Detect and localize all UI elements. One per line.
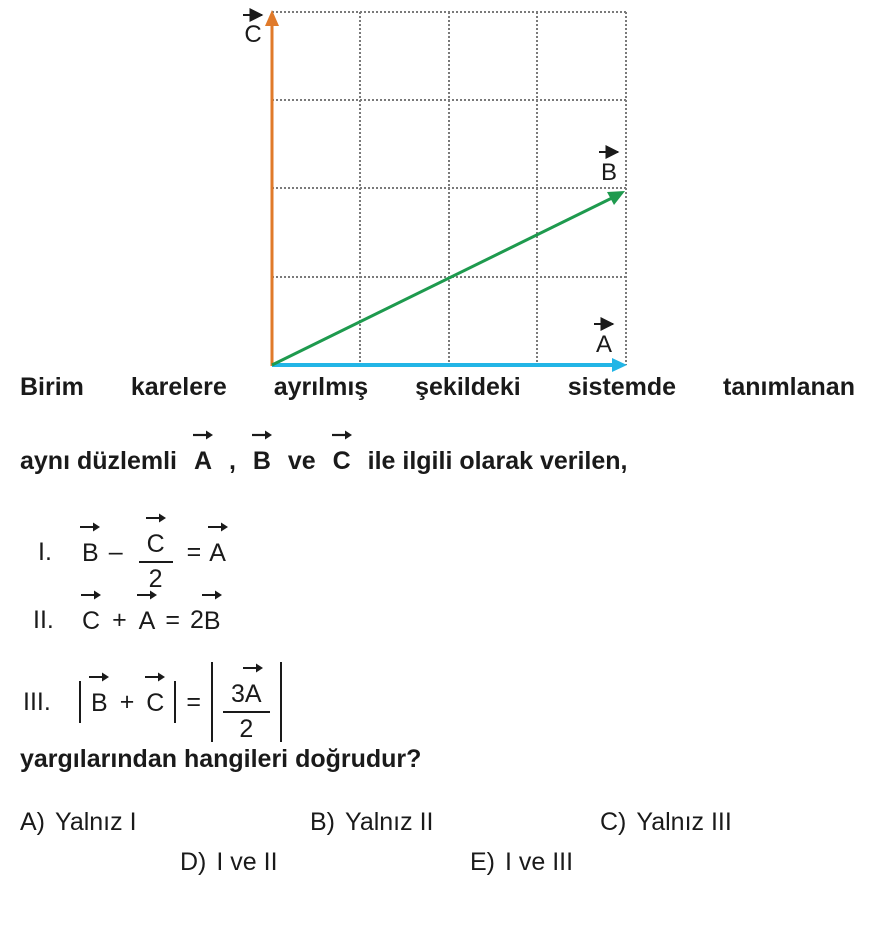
option-c[interactable] [600,808,732,837]
label-a [594,324,613,358]
statement-ii-number: II. [33,606,54,634]
option-e-text: I ve III [505,848,574,876]
vector-arrow-icon [192,429,214,441]
statement-ii-coefficient: 2 [189,606,204,634]
fraction-denominator: 2 [239,715,254,743]
statement-ii-vec-a: A [139,605,156,636]
option-e[interactable] [470,848,573,877]
statement-ii-equals: = [165,606,180,634]
statement-iii-number: III. [23,687,51,716]
label-c-text: C [244,21,262,48]
vector-arrow-icon [88,671,110,683]
option-d[interactable] [180,848,278,877]
fraction-denominator: 2 [148,565,163,593]
statement-i [38,510,226,594]
statement-i-equals: = [186,537,202,566]
question-word: karelere [130,373,227,401]
question-word: tanımlanan [723,373,855,401]
vector-arrow-icon [144,671,166,683]
vector-diagram [0,0,889,372]
vector-arrow-icon [79,521,101,533]
grid [272,12,626,365]
statement-iii-coefficient: 3 [230,680,245,708]
question-line2-prefix: aynı düzlemli [20,447,177,475]
fraction-numerator [223,660,270,713]
option-b-text: Yalnız II [345,808,434,836]
option-a[interactable] [20,808,137,837]
statement-ii-plus: + [112,606,127,634]
question-closing: yargılarından hangileri doğrudur? [20,745,422,773]
vector-a-symbol: A [194,445,212,476]
option-a-letter: A) [20,808,45,836]
option-d-text: I ve II [216,848,278,876]
abs-bar-left [79,681,81,723]
vector-arrow-icon [242,662,264,674]
statement-i-fraction [139,510,173,594]
question-word: şekildeki [415,373,521,401]
vector-arrow-icon [207,521,229,533]
question-word: sistemde [567,373,677,401]
option-d-letter: D) [180,848,207,876]
question-word: Birim [20,373,84,401]
option-e-letter: E) [470,848,495,876]
label-a-text: A [595,331,613,358]
vector-c-symbol: C [333,445,351,476]
option-c-text: Yalnız III [636,808,732,836]
question-line-2 [20,445,628,476]
label-b [599,152,618,186]
abs-bar-left-2 [211,662,213,742]
abs-bar-right-2 [280,662,282,742]
statement-iii-fraction [223,660,270,744]
option-c-letter: C) [600,808,627,836]
question-line-1 [20,373,855,402]
fraction-numerator [139,510,173,563]
option-b-letter: B) [310,808,335,836]
statement-i-vec-c: C [147,528,165,559]
statement-ii-vec-c: C [82,605,100,636]
question-line2-suffix: ile ilgili olarak verilen, [367,447,628,475]
vector-arrow-icon [80,589,102,601]
statement-iii-vec-b: B [91,687,108,718]
statement-iii-plus: + [119,687,135,716]
label-b-text: B [600,159,618,186]
statement-ii [33,605,221,636]
statement-i-minus: – [108,537,123,566]
vector-arrow-icon [201,589,223,601]
vector-arrow-icon [251,429,273,441]
vector-arrow-icon [145,512,167,524]
vector-arrow-icon [136,589,158,601]
comma: , [228,447,236,475]
vector-arrow-icon [331,429,353,441]
statement-iii-equals: = [186,687,201,716]
statement-i-number: I. [38,537,52,566]
vector-a-arrowhead [612,358,627,372]
conjunction-ve: ve [287,447,316,475]
option-b[interactable] [310,808,433,837]
vector-b-line [272,197,614,365]
label-c [243,15,262,48]
statement-i-vec-b: B [82,537,99,568]
statement-ii-vec-b: B [204,605,221,636]
statement-iii [23,662,282,742]
option-a-text: Yalnız I [55,808,137,836]
statement-iii-vec-a: A [245,678,262,709]
abs-bar-right [174,681,176,723]
statement-i-vec-a: A [209,537,226,568]
statement-iii-vec-c: C [146,687,164,718]
question-word: ayrılmış [273,373,369,401]
vector-b-symbol: B [253,445,271,476]
